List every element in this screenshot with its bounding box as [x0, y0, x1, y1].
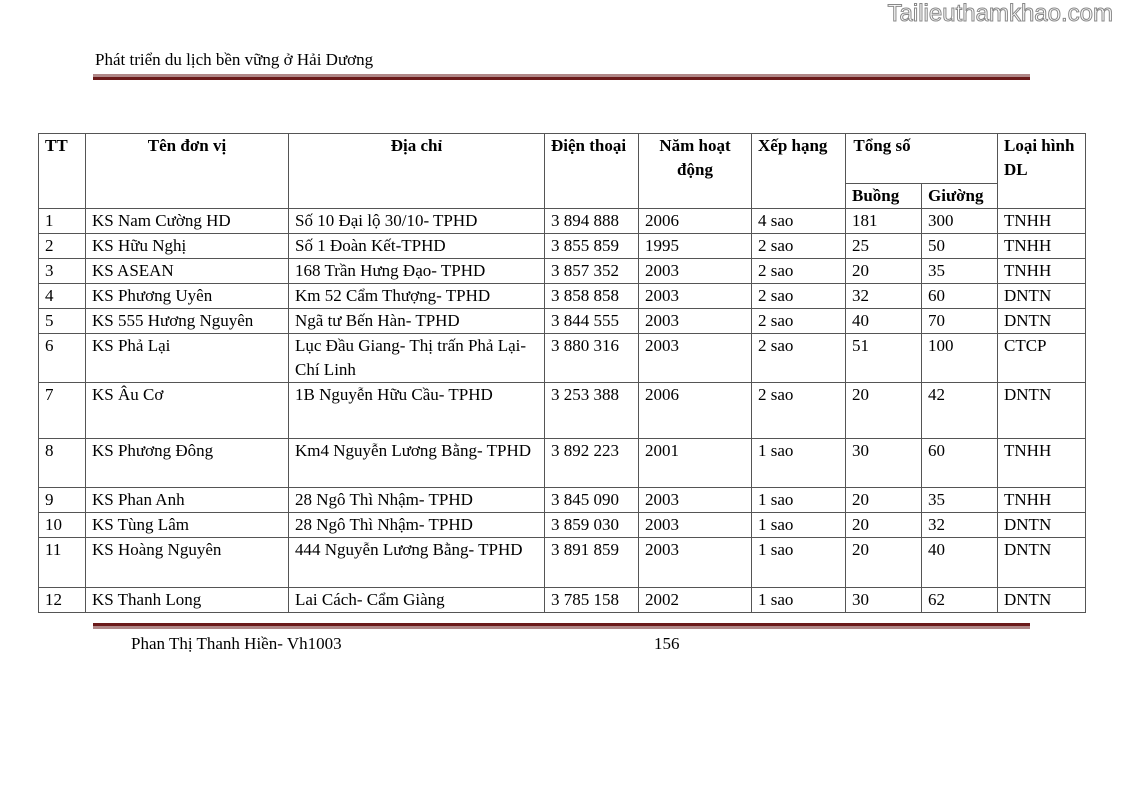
cell-phone: 3 859 030	[545, 513, 639, 538]
table-row	[39, 488, 1086, 513]
cell-address: 444 Nguyễn Lương Bằng- TPHD	[289, 538, 545, 588]
cell-year: 2003	[639, 334, 752, 383]
cell-name: KS 555 Hương Nguyên	[86, 309, 289, 334]
cell-tt: 2	[39, 234, 86, 259]
cell-beds: 50	[922, 234, 998, 259]
col-rank: Xếp hạng	[752, 134, 846, 209]
table-row	[39, 209, 1086, 234]
cell-rooms: 20	[846, 513, 922, 538]
cell-rank: 2 sao	[752, 383, 846, 439]
cell-address: Lục Đầu Giang- Thị trấn Phả Lại- Chí Linh	[289, 334, 545, 383]
cell-name: KS Phả Lại	[86, 334, 289, 383]
table-row	[39, 538, 1086, 588]
cell-rank: 2 sao	[752, 334, 846, 383]
cell-rooms: 181	[846, 209, 922, 234]
col-beds: Giường	[922, 184, 998, 209]
cell-beds: 35	[922, 488, 998, 513]
cell-rooms: 30	[846, 588, 922, 613]
table-row	[39, 439, 1086, 488]
cell-rank: 1 sao	[752, 488, 846, 513]
content-flow	[38, 133, 1098, 657]
cell-tt: 8	[39, 439, 86, 488]
cell-type: DNTN	[998, 383, 1086, 439]
cell-name: KS Phan Anh	[86, 488, 289, 513]
cell-rooms: 30	[846, 439, 922, 488]
cell-year: 2002	[639, 588, 752, 613]
cell-rooms: 20	[846, 259, 922, 284]
table-row	[39, 334, 1086, 383]
cell-year: 2006	[639, 383, 752, 439]
cell-beds: 42	[922, 383, 998, 439]
cell-rooms: 20	[846, 488, 922, 513]
cell-type: DNTN	[998, 538, 1086, 588]
cell-address: Lai Cách- Cẩm Giàng	[289, 588, 545, 613]
cell-year: 2003	[639, 488, 752, 513]
cell-rank: 2 sao	[752, 309, 846, 334]
cell-phone: 3 844 555	[545, 309, 639, 334]
cell-type: TNHH	[998, 234, 1086, 259]
col-type: Loại hình DL	[998, 134, 1086, 209]
col-rooms: Buồng	[846, 184, 922, 209]
cell-type: TNHH	[998, 439, 1086, 488]
cell-beds: 62	[922, 588, 998, 613]
cell-name: KS Âu Cơ	[86, 383, 289, 439]
cell-name: KS Hữu Nghị	[86, 234, 289, 259]
cell-type: TNHH	[998, 259, 1086, 284]
col-phone: Điện thoại	[545, 134, 639, 209]
cell-beds: 70	[922, 309, 998, 334]
col-year: Năm hoạt động	[639, 134, 752, 209]
cell-type: TNHH	[998, 209, 1086, 234]
table-row	[39, 309, 1086, 334]
cell-type: DNTN	[998, 513, 1086, 538]
cell-phone: 3 845 090	[545, 488, 639, 513]
cell-rank: 4 sao	[752, 209, 846, 234]
watermark: Tailieuthamkhao.com	[887, 0, 1113, 27]
cell-address: 28 Ngô Thì Nhậm- TPHD	[289, 488, 545, 513]
col-total-label: Tổng số	[853, 136, 911, 155]
page-number: 156	[654, 634, 680, 653]
footer-rule	[93, 623, 1030, 629]
cell-rank: 1 sao	[752, 439, 846, 488]
cell-year: 2003	[639, 309, 752, 334]
cell-beds: 40	[922, 538, 998, 588]
cell-phone: 3 891 859	[545, 538, 639, 588]
footer-author: Phan Thị Thanh Hiền- Vh1003	[131, 634, 342, 653]
cell-phone: 3 858 858	[545, 284, 639, 309]
table-row	[39, 383, 1086, 439]
cell-phone: 3 855 859	[545, 234, 639, 259]
table-row	[39, 259, 1086, 284]
cell-address: Ngã tư Bến Hàn- TPHD	[289, 309, 545, 334]
cell-rooms: 51	[846, 334, 922, 383]
table-row	[39, 284, 1086, 309]
cell-year: 2001	[639, 439, 752, 488]
cell-name: KS Tùng Lâm	[86, 513, 289, 538]
cell-name: KS ASEAN	[86, 259, 289, 284]
cell-type: DNTN	[998, 588, 1086, 613]
cell-name: KS Nam Cường HD	[86, 209, 289, 234]
cell-rooms: 32	[846, 284, 922, 309]
cell-name: KS Hoàng Nguyên	[86, 538, 289, 588]
cell-rooms: 40	[846, 309, 922, 334]
cell-year: 1995	[639, 234, 752, 259]
col-tt: TT	[39, 134, 86, 209]
cell-rank: 2 sao	[752, 284, 846, 309]
cell-phone: 3 253 388	[545, 383, 639, 439]
cell-phone: 3 880 316	[545, 334, 639, 383]
cell-type: TNHH	[998, 488, 1086, 513]
cell-phone: 3 894 888	[545, 209, 639, 234]
cell-rooms: 25	[846, 234, 922, 259]
cell-tt: 5	[39, 309, 86, 334]
cell-rank: 2 sao	[752, 234, 846, 259]
cell-beds: 60	[922, 439, 998, 488]
cell-beds: 35	[922, 259, 998, 284]
cell-type: CTCP	[998, 334, 1086, 383]
cell-year: 2003	[639, 513, 752, 538]
cell-year: 2003	[639, 538, 752, 588]
cell-beds: 32	[922, 513, 998, 538]
col-address: Địa chỉ	[289, 134, 545, 209]
cell-name: KS Phương Uyên	[86, 284, 289, 309]
col-name: Tên đơn vị	[86, 134, 289, 209]
running-header: Phát triển du lịch bền vững ở Hải Dương	[95, 50, 374, 69]
cell-tt: 4	[39, 284, 86, 309]
cell-year: 2003	[639, 259, 752, 284]
cell-type: DNTN	[998, 309, 1086, 334]
cell-address: Số 10 Đại lộ 30/10- TPHD	[289, 209, 545, 234]
table-row	[39, 513, 1086, 538]
cell-name: KS Thanh Long	[86, 588, 289, 613]
table-row	[39, 588, 1086, 613]
cell-address: 168 Trần Hưng Đạo- TPHD	[289, 259, 545, 284]
cell-type: DNTN	[998, 284, 1086, 309]
cell-rank: 1 sao	[752, 588, 846, 613]
cell-beds: 100	[922, 334, 998, 383]
cell-rank: 1 sao	[752, 513, 846, 538]
cell-rooms: 20	[846, 383, 922, 439]
footer	[38, 633, 1098, 657]
cell-tt: 9	[39, 488, 86, 513]
header-rule	[93, 74, 1030, 80]
cell-tt: 11	[39, 538, 86, 588]
cell-address: 28 Ngô Thì Nhậm- TPHD	[289, 513, 545, 538]
hotel-table	[38, 133, 1086, 613]
cell-rooms: 20	[846, 538, 922, 588]
cell-year: 2003	[639, 284, 752, 309]
cell-name: KS Phương Đông	[86, 439, 289, 488]
cell-rank: 2 sao	[752, 259, 846, 284]
cell-tt: 3	[39, 259, 86, 284]
cell-address: Số 1 Đoàn Kết-TPHD	[289, 234, 545, 259]
cell-beds: 300	[922, 209, 998, 234]
cell-beds: 60	[922, 284, 998, 309]
cell-tt: 12	[39, 588, 86, 613]
cell-tt: 10	[39, 513, 86, 538]
cell-phone: 3 892 223	[545, 439, 639, 488]
cell-address: Km 52 Cẩm Thượng- TPHD	[289, 284, 545, 309]
cell-tt: 7	[39, 383, 86, 439]
cell-address: 1B Nguyễn Hữu Cầu- TPHD	[289, 383, 545, 439]
cell-year: 2006	[639, 209, 752, 234]
col-total	[846, 134, 998, 184]
table-row	[39, 234, 1086, 259]
cell-phone: 3 857 352	[545, 259, 639, 284]
cell-rank: 1 sao	[752, 538, 846, 588]
cell-address: Km4 Nguyễn Lương Bằng- TPHD	[289, 439, 545, 488]
cell-phone: 3 785 158	[545, 588, 639, 613]
cell-tt: 1	[39, 209, 86, 234]
cell-tt: 6	[39, 334, 86, 383]
